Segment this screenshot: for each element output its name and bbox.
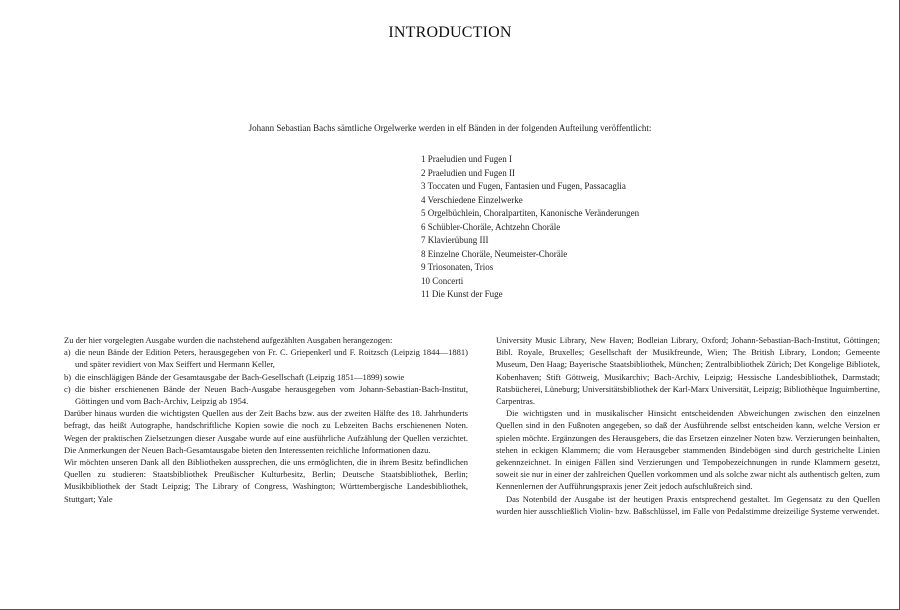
list-marker: a) <box>64 347 71 358</box>
list-item-text: die neun Bände der Edition Peters, herausgegeben von Fr. C. Griepenkerl und F. Roitzsch (Leipzig 1844—1881) und später revidiert von Max Seiffert und Hermann Keller, <box>75 347 468 370</box>
variants-paragraph: Die wichtigsten und in musikalischer Hinsicht entscheidenden Abweichungen zwischen den einzelnen Quellen sind in den Fußnoten angegeben, so daß der Ausführende selbst entscheiden kann, welche Version er spielen möchte. Ergänzungen des Herausgebers, die das Ersetzen einzelner Noten bzw. Verzierungen beinhalten, stehen in eckigen Klammern; die vom Herausgeber stammenden Bindebögen sind durch gestrichelte Linien gekennzeichnet. In einigen Fällen sind Verzierungen und Tempobezeichnungen in runde Klammern gesetzt, soweit sie nur in einer der zahlreichen Quellen vorkommen und als solche zwar nicht als authentisch gelten, zum Kennenlernen der Aufführungspraxis jener Zeit jedoch aufschlußreich sind. <box>496 408 880 492</box>
sources-paragraph: Darüber hinaus wurden die wichtigsten Quellen aus der Zeit Bachs bzw. aus der zweiten Hälfte des 18. Jahrhunderts befragt, das heißt Autographe, handschriftliche Kopien sowie die noch zu Lebzeiten Bachs erschienenen Noten. Wegen der praktischen Zielsetzungen dieser Ausgabe wurde auf eine ausführliche Aufzählung der Quellen verzichtet. Die Anmerkungen der Neuen Bach-Gesamtausgabe bieten den Interessenten reichliche Informationen dazu. <box>64 408 468 455</box>
intro-sentence: Johann Sebastian Bachs sämtliche Orgelwerke werden in elf Bänden in der folgenden Aufteilung veröffentlicht: <box>248 123 652 133</box>
editions-intro-paragraph: Zu der hier vorgelegten Ausgabe wurden die nachstehend aufgezählten Ausgaben herangezogen: <box>64 335 393 345</box>
volume-item: 11 Die Kunst der Fuge <box>421 289 503 299</box>
edition-list-item <box>64 383 468 407</box>
page-title: INTRODUCTION <box>388 24 512 41</box>
thanks-paragraph: Wir möchten unseren Dank all den Bibliotheken aussprechen, die uns ermöglichten, die in ihrem Besitz befindlichen Quellen zu studieren: Staatsbibliothek Preußischer Kulturbesitz, Berlin; Deutsche Staatsbibliothek, Berlin; Musikbibliothek der Stadt Leipzig; The Library of Congress, Washington; Württembergische Landesbibliothek, Stuttgart; Yale <box>64 457 468 504</box>
volume-item: 3 Toccaten und Fugen, Fantasien und Fugen, Passacaglia <box>421 181 626 191</box>
volume-item: 6 Schübler-Choräle, Achtzehn Choräle <box>421 221 561 232</box>
right-text-column <box>496 334 880 517</box>
volume-item: 8 Einzelne Choräle, Neumeister-Choräle <box>421 248 568 259</box>
volume-item: 10 Concerti <box>421 275 464 286</box>
volume-item: 1 Praeludien und Fugen I <box>421 154 512 164</box>
list-item-text: die bisher erschienenen Bände der Neuen Bach-Ausgabe herausgegeben vom Johann-Sebastian-Bach-Institut, Göttingen und vom Bach-Archiv, Leipzig ab 1954. <box>75 383 468 407</box>
volume-item: 4 Verschiedene Einzelwerke <box>421 194 523 205</box>
notation-paragraph: Das Notenbild der Ausgabe ist der heutigen Praxis entsprechend gestaltet. Im Gegensatz zu den Quellen wurden hier ausschließlich Violin- bzw. Baßschlüssel, im Falle von Pedalstimme dreizeilige Systeme verwendet. <box>496 493 880 516</box>
volume-item: 2 Praeludien und Fugen II <box>421 167 515 178</box>
list-marker: c) <box>64 383 71 394</box>
volume-item: 5 Orgelbüchlein, Choralpartiten, Kanonische Veränderungen <box>421 208 640 218</box>
list-item-text: die einschlägigen Bände der Gesamtausgabe der Bach-Gesellschaft (Leipzig 1851—1899) sowie <box>75 371 405 382</box>
libraries-paragraph: University Music Library, New Haven; Bodleian Library, Oxford; Johann-Sebastian-Bach-Institut, Göttingen; Bibl. Royale, Bruxelles; Gesellschaft der Musikfreunde, Wien; The British Library, London; Gemeente Museum, Den Haag; Bayerische Staatsbibliothek, München; Zentralbibliothek Zürich; Det Kongelige Bibliotek, Kobenhaven; Stift Göttweig, Musikarchiv; Bach-Archiv, Leipzig; Hessische Landesbibliothek, Darmstadt; Ratsbücherei, Lüneburg; Universitätsbibliothek der Karl-Marx Universität, Leipzig; Bibliothèque Inguimbertine, Carpentras. <box>496 335 880 407</box>
list-marker: b) <box>64 371 72 382</box>
edition-list-item <box>64 346 468 370</box>
volume-item: 7 Klavierübung III <box>421 235 489 245</box>
left-text-column <box>64 334 468 505</box>
volume-item: 9 Triosonaten, Trios <box>421 262 494 272</box>
edition-list-item <box>64 371 468 383</box>
volume-list <box>421 153 639 302</box>
